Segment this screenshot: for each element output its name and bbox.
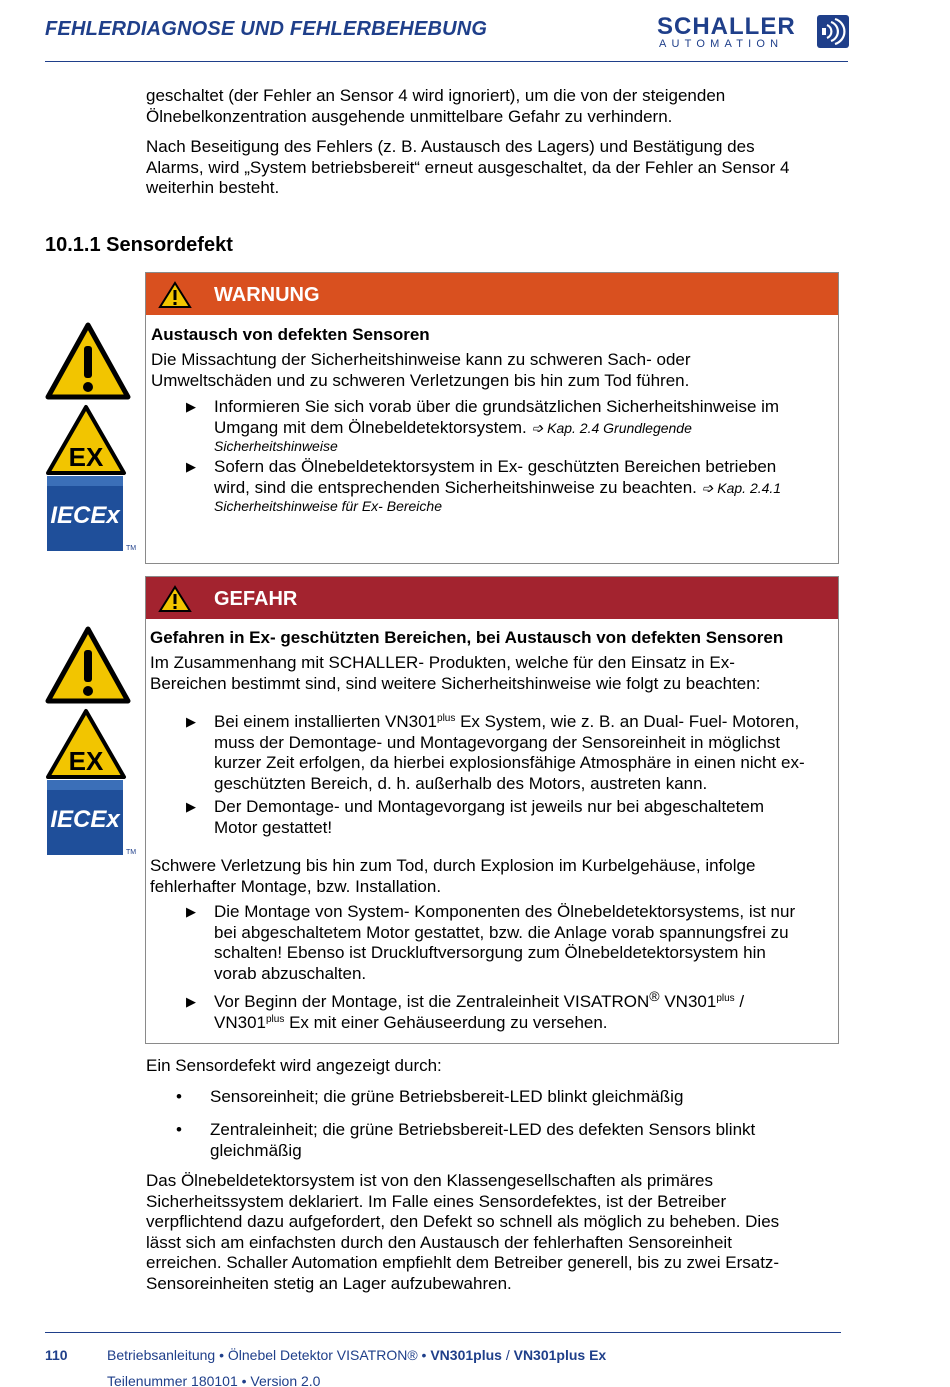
danger-header-bar [146,577,838,619]
closing-paragraph [146,1171,836,1294]
text-line [214,478,834,499]
chapter-reference[interactable]: Sicherheitshinweise für Ex- Bereiche [214,498,442,514]
svg-text:TM: TM [126,545,137,552]
danger-label: GEFAHR [214,588,298,610]
text-line: geschützten Bereich, d. h. außerhalb des Motors, austreten kann. [214,773,708,793]
arrow-bullet-icon: ▶ [186,904,196,919]
page-number: 110 [45,1347,68,1363]
registered-mark: ® [649,988,660,1004]
ex-sign-icon [45,404,127,482]
text-fragment: VN301 [214,1012,266,1032]
bullet-text [214,397,834,455]
text-fragment: VN301plus Ex [513,1347,607,1363]
text-fragment: Umgang mit dem Ölnebeldetektorsystem. [214,417,527,437]
warning-triangle-icon [158,585,192,619]
text-line: fehlerhafter Montage, bzw. Installation. [150,876,442,896]
warning-triangle-icon [158,281,192,315]
bullet-text [214,712,834,794]
bullet-dot-icon: • [176,1120,182,1139]
text-line: Motor gestattet! [214,817,333,837]
text-line: Das Ölnebeldetektorsystem ist von den Klassengesellschaften als primäres [146,1171,713,1190]
text-fragment: wird, sind die entsprechenden Sicherheitshinweise zu beachten. [214,477,697,497]
text-fragment: VN301 [659,992,717,1011]
iecex-logo-icon [47,476,139,558]
logo-name: SCHALLER [657,13,796,40]
superscript: plus [265,1013,285,1025]
text-line [214,1013,834,1034]
text-fragment: Vor Beginn der Montage, ist die Zentraleinheit VISATRON [214,992,650,1011]
svg-text:IECEx: IECEx [50,806,120,833]
arrow-bullet-icon: ▶ [186,799,196,814]
text-line: bei abgeschaltetem Motor gestattet, bzw. die Anlage vorab spannungsfrei zu [214,922,789,942]
header-divider [45,61,848,62]
warning-title: Austausch von defekten Sensoren [151,325,430,344]
arrow-bullet-icon: ▶ [186,994,196,1009]
text-line: Sofern das Ölnebeldetektorsystem in Ex- geschützten Bereichen betrieben [214,457,777,476]
text-line: Zentraleinheit; die grüne Betriebsbereit-LED des defekten Sensors blinkt [210,1120,756,1139]
text-line: schalten! Ebenso ist Druckluftversorgung zum Ölnebeldetektorsystem hin [214,943,766,962]
bullet-text [214,797,834,838]
footer-document-title [107,1346,606,1364]
footer-divider [45,1332,841,1333]
text-line: Schwere Verletzung bis hin zum Tod, durch Explosion im Kurbelgehäuse, infolge [150,856,756,875]
text-fragment: / [501,1347,514,1363]
warning-box [145,272,839,564]
text-line: Bereichen bestimmt sind, sind weitere Sicherheitshinweise wie folgt zu beachten: [150,673,761,693]
text-fragment: Ex mit einer Gehäuseerdung zu versehen. [284,1012,608,1032]
bullet-text [214,988,834,1033]
text-line: Die Missachtung der Sicherheitshinweise kann zu schweren Sach- oder [151,350,691,369]
danger-title: Gefahren in Ex- geschützten Bereichen, bei Austausch von defekten Sensoren [150,628,784,647]
danger-box [145,576,839,1044]
text-line: Im Zusammenhang mit SCHALLER- Produkten, welche für den Einsatz in Ex- [150,653,735,672]
text-line: Der Demontage- und Montagevorgang ist jeweils nur bei abgeschaltetem [214,797,764,816]
text-line: muss der Demontage- und Montagevorgang der Sensoreinheit in möglichst [214,732,781,752]
logo-subtitle: AUTOMATION [659,38,784,50]
text-fragment: / [734,992,745,1011]
text-line: Ölnebelkonzentration ausgehende unmittelbare Gefahr zu verhindern. [146,106,673,126]
warning-sign-icon [45,626,131,710]
text-line: verpflichtend dazu aufgefordert, den Defekt so schnell als möglich zu beheben. Dies [146,1212,780,1231]
warning-label: WARNUNG [214,284,320,306]
superscript: plus [437,713,456,724]
svg-text:TM: TM [126,849,137,856]
intro-paragraph-2 [146,137,836,199]
text-line [214,418,834,439]
danger-paragraph-2 [150,856,835,897]
text-line: Sensoreinheit; die grüne Betriebsbereit-LED blinkt gleichmäßig [210,1087,684,1106]
warning-body [151,350,836,391]
company-logo [655,14,850,50]
text-line: geschaltet (der Fehler an Sensor 4 wird ignoriert), um die von der steigenden [146,86,726,105]
header-title: FEHLERDIAGNOSE UND FEHLERBEHEBUNG [45,18,488,40]
warning-sign-icon [45,322,131,406]
section-heading: 10.1.1 Sensordefekt [45,234,233,256]
text-line: weiterhin besteht. [146,178,280,197]
text-line: Sensoreinheiten stetig an Lager aufzubewahren. [146,1273,512,1293]
svg-text:EX: EX [68,746,104,776]
arrow-bullet-icon: ▶ [186,399,196,414]
svg-text:IECEx: IECEx [50,502,120,529]
text-fragment: Ex System, wie z. B. an Dual- Fuel- Motoren, [455,712,800,731]
ex-sign-icon [45,708,127,786]
warning-header-bar [146,273,838,315]
list-item-text [210,1087,830,1108]
text-line: Nach Beseitigung des Fehlers (z. B. Austausch des Lagers) und Bestätigung des [146,137,755,156]
chapter-reference[interactable]: Sicherheitshinweise [214,438,338,454]
text-fragment: VN301plus [430,1347,502,1363]
text-line [214,712,834,733]
defect-intro: Ein Sensordefekt wird angezeigt durch: [146,1056,442,1075]
danger-intro [150,653,835,694]
list-item-text [210,1120,830,1161]
logo-sound-icon [817,15,849,48]
intro-paragraph-1 [146,86,836,127]
text-line: kurzer Zeit erfolgen, da hierbei explosionsfähige Atmosphäre in einen nicht ex- [214,753,805,772]
arrow-bullet-icon: ▶ [186,459,196,474]
text-line: gleichmäßig [210,1140,302,1160]
text-fragment: Bei einem installierten VN301 [214,712,438,731]
text-line [214,988,834,1013]
iecex-logo-icon [47,780,139,862]
footer-part-number: Teilenummer 180101 • Version 2.0 [107,1373,321,1387]
chapter-reference[interactable]: ➩ Kap. 2.4 Grundlegende [531,419,692,436]
bullet-text [214,902,834,984]
text-line: Sicherheitssystem deklariert. Im Falle eines Sensordefektes, ist der Betreiber [146,1191,727,1211]
text-line: Die Montage von System- Komponenten des Ölnebeldetektorsystems, ist nur [214,902,796,921]
chapter-reference[interactable]: ➩ Kap. 2.4.1 [701,479,782,496]
text-fragment: Betriebsanleitung • Ölnebel Detektor VISATRON® • [107,1347,431,1363]
bullet-dot-icon: • [176,1087,182,1106]
text-line: Umweltschäden und zu schweren Verletzungen bis hin zum Tod führen. [151,370,690,390]
text-line: vorab abzuschalten. [214,963,367,983]
text-line: erreichen. Schaller Automation empfiehlt dem Betreiber generell, bis zu zwei Ersatz- [146,1253,780,1272]
text-line: Alarms, wird „System betriebsbereit“ erneut ausgeschaltet, da der Fehler an Sensor 4 [146,157,790,177]
text-line: lässt sich am einfachsten durch den Austausch der fehlerhaften Sensoreinheit [146,1232,732,1252]
arrow-bullet-icon: ▶ [186,714,196,729]
bullet-text [214,457,834,515]
svg-text:EX: EX [68,442,104,472]
text-line: Informieren Sie sich vorab über die grundsätzlichen Sicherheitshinweise im [214,397,780,416]
superscript: plus [716,993,735,1004]
